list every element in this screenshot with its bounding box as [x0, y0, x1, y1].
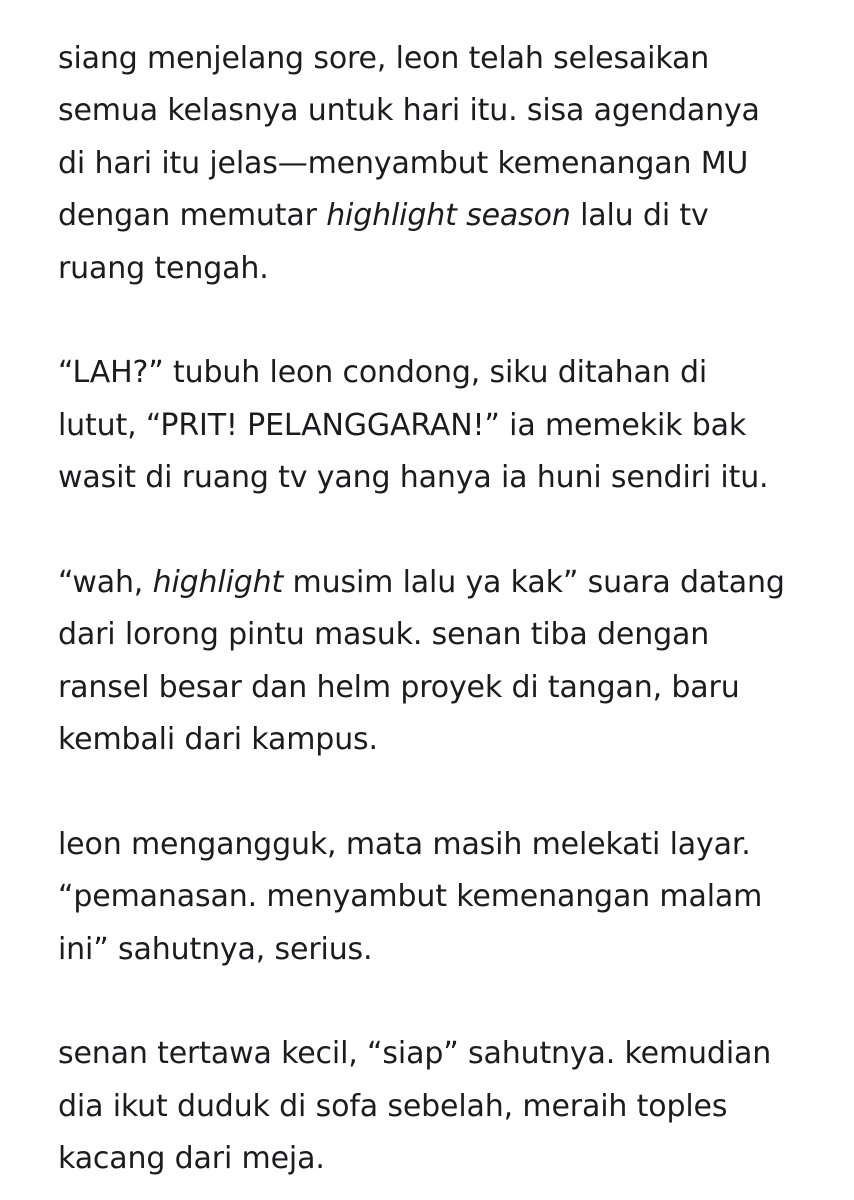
- text-segment: lalu di tv: [570, 198, 709, 234]
- text-segment: “LAH?” tubuh leon condong, siku ditahan di: [58, 355, 708, 391]
- text-line: [58, 347, 814, 399]
- italic-text: highlight: [152, 564, 284, 600]
- text-line: [58, 33, 814, 85]
- paragraph-5: [58, 1028, 814, 1185]
- text-segment: senan tertawa kecil, “siap” sahutnya. kemudian: [58, 1036, 772, 1072]
- paragraph-4: [58, 819, 814, 976]
- text-line: [58, 1081, 814, 1133]
- text-segment: ransel besar dan helm proyek di tangan, baru: [58, 669, 740, 705]
- text-segment: “wah,: [58, 564, 153, 600]
- text-line: [58, 190, 814, 242]
- text-segment: siang menjelang sore, leon telah selesaikan: [58, 41, 710, 76]
- text-segment: ruang tengah.: [58, 250, 269, 286]
- text-segment: semua kelasnya untuk hari itu. sisa agendanya: [58, 93, 760, 129]
- text-line: [58, 138, 814, 190]
- text-segment: dia ikut duduk di sofa sebelah, meraih toples: [58, 1088, 728, 1124]
- text-segment: musim lalu ya kak” suara datang: [283, 564, 785, 600]
- text-segment: wasit di ruang tv yang hanya ia huni sendiri itu.: [58, 460, 769, 496]
- text-line: [58, 924, 814, 976]
- text-line: [58, 609, 814, 661]
- text-line: [58, 243, 814, 295]
- text-segment: lutut, “PRIT! PELANGGARAN!” ia memekik bak: [58, 407, 747, 443]
- text-segment: dari lorong pintu masuk. senan tiba dengan: [58, 617, 710, 653]
- text-line: [58, 400, 814, 452]
- text-line: [58, 1028, 814, 1080]
- text-segment: kembali dari kampus.: [58, 722, 378, 758]
- text-segment: leon mengangguk, mata masih melekati layar.: [58, 826, 751, 862]
- paragraph-1: [58, 33, 814, 295]
- text-segment: di hari itu jelas—menyambut kemenangan MU: [58, 145, 749, 181]
- text-line: [58, 557, 814, 609]
- text-segment: ini” sahutnya, serius.: [58, 931, 373, 967]
- text-line: [58, 871, 814, 923]
- text-segment: kacang dari meja.: [58, 1141, 325, 1177]
- paragraph-2: [58, 347, 814, 504]
- text-line: [58, 714, 814, 766]
- italic-text: highlight season: [326, 198, 571, 234]
- text-line: [58, 1133, 814, 1185]
- paragraph-3: [58, 557, 814, 767]
- text-segment: dengan memutar: [58, 198, 327, 234]
- text-line: [58, 662, 814, 714]
- text-line: [58, 85, 814, 137]
- text-line: [58, 452, 814, 504]
- text-segment: “pemanasan. menyambut kemenangan malam: [58, 879, 763, 915]
- text-line: [58, 819, 814, 871]
